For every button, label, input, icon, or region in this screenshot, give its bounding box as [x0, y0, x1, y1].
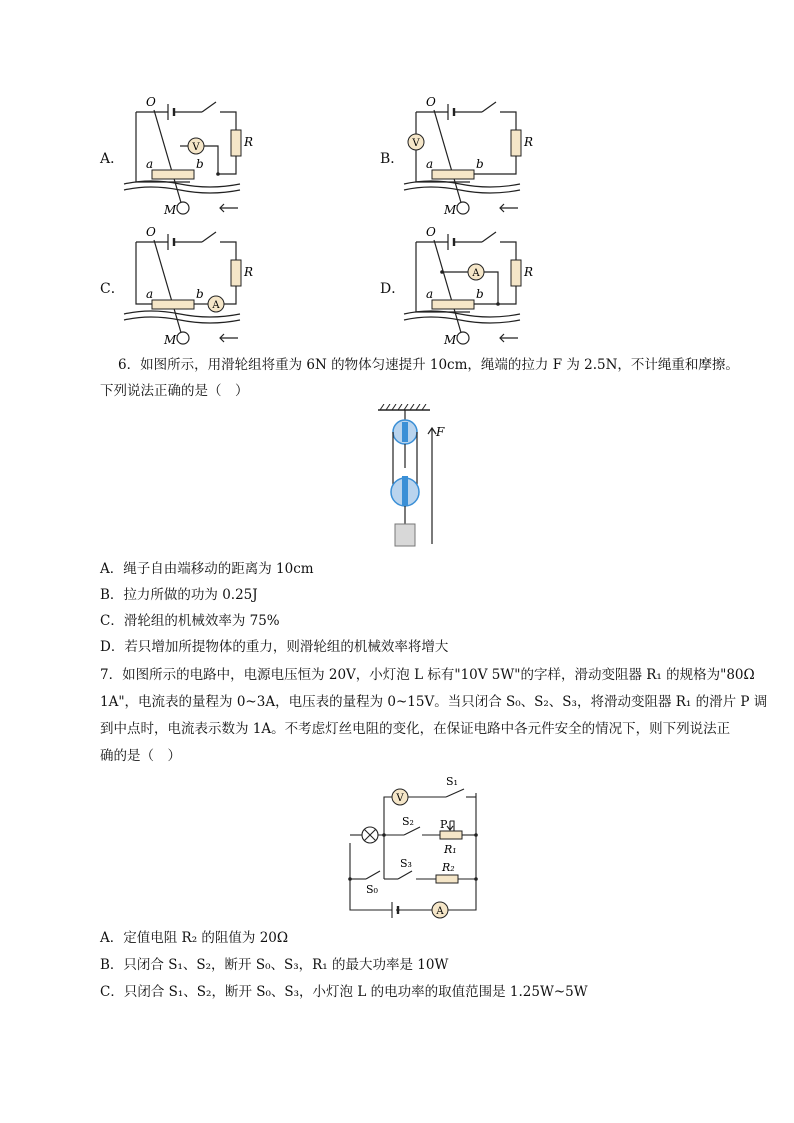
svg-text:S₁: S₁ — [446, 775, 458, 788]
svg-text:A: A — [212, 300, 220, 311]
svg-text:O: O — [426, 95, 436, 109]
q6-option-c: C．滑轮组的机械效率为 75% — [100, 613, 280, 629]
svg-text:M: M — [164, 333, 177, 347]
q7-option-b: B．只闭合 S₁、S₂，断开 S₀、S₃，R₁ 的最大功率是 10W — [100, 957, 449, 973]
q7-option-c: C．只闭合 S₁、S₂，断开 S₀、S₃，小灯泡 L 的电功率的取值范围是 1.25W~5W — [100, 984, 588, 1000]
q6-option-b: B．拉力所做的功为 0.25J — [100, 587, 258, 603]
svg-text:R: R — [524, 265, 534, 279]
q7-voltmeter-label: V — [396, 793, 404, 804]
q6-stem-line1: 6．如图所示，用滑轮组将重为 6N 的物体匀速提升 10cm，绳端的拉力 F 为 2.5N，不计绳重和摩擦。 — [118, 357, 739, 373]
svg-text:b: b — [196, 157, 204, 171]
q7-ammeter-label: A — [436, 906, 444, 917]
svg-text:O: O — [426, 225, 436, 239]
q7-circuit-figure — [340, 775, 490, 920]
q7-stem-line4: 确的是（ ） — [100, 748, 181, 764]
svg-text:R₂: R₂ — [442, 861, 455, 874]
svg-text:F: F — [436, 425, 445, 439]
svg-text:b: b — [476, 157, 484, 171]
q6-option-d: D．若只增加所提物体的重力，则滑轮组的机械效率将增大 — [100, 639, 449, 655]
q7-stem-line1: 7．如图所示的电路中，电源电压恒为 20V，小灯泡 L 标有"10V 5W"的字样，滑动变阻器 R₁ 的规格为"80Ω — [100, 667, 755, 683]
q5-option-a-letter: A． — [100, 151, 125, 167]
q5-circuit-c — [120, 222, 260, 347]
q6-pulley-figure — [370, 404, 460, 552]
q5-circuit-a — [120, 92, 260, 217]
svg-text:A: A — [472, 268, 480, 279]
q5-option-c-letter: C． — [100, 281, 125, 297]
svg-text:a: a — [146, 157, 154, 171]
svg-text:b: b — [476, 287, 484, 301]
q6-option-a: A．绳子自由端移动的距离为 10cm — [100, 561, 314, 577]
q5-option-d-letter: D． — [380, 281, 406, 297]
svg-text:M: M — [444, 333, 457, 347]
svg-text:b: b — [196, 287, 204, 301]
svg-text:R: R — [524, 135, 534, 149]
svg-text:R₁: R₁ — [444, 843, 457, 856]
q5-circuit-d — [400, 222, 540, 347]
svg-text:a: a — [426, 157, 434, 171]
svg-text:O: O — [146, 95, 156, 109]
svg-text:S₂: S₂ — [402, 815, 414, 828]
svg-text:a: a — [426, 287, 434, 301]
svg-text:V: V — [412, 138, 420, 149]
svg-text:R: R — [244, 135, 254, 149]
voltmeter-label: V — [192, 142, 200, 153]
svg-text:a: a — [146, 287, 154, 301]
q6-stem-line2: 下列说法正确的是（ ） — [100, 383, 249, 399]
svg-text:S₃: S₃ — [400, 857, 412, 870]
svg-text:R: R — [244, 265, 254, 279]
svg-text:M: M — [444, 203, 457, 217]
svg-text:P: P — [440, 818, 448, 831]
svg-text:S₀: S₀ — [366, 883, 378, 896]
q7-stem-line2: 1A"，电流表的量程为 0~3A，电压表的量程为 0~15V。当只闭合 S₀、S₂、S₃，将滑动变阻器 R₁ 的滑片 P 调 — [100, 694, 768, 710]
svg-text:O: O — [146, 225, 156, 239]
svg-text:M: M — [164, 203, 177, 217]
q7-option-a: A．定值电阻 R₂ 的阻值为 20Ω — [100, 930, 289, 946]
q7-stem-line3: 到中点时，电流表示数为 1A。不考虑灯丝电阻的变化，在保证电路中各元件安全的情况下，则下列说法正 — [100, 721, 731, 737]
q5-option-b-letter: B． — [380, 151, 405, 167]
q5-circuit-b — [400, 92, 540, 217]
